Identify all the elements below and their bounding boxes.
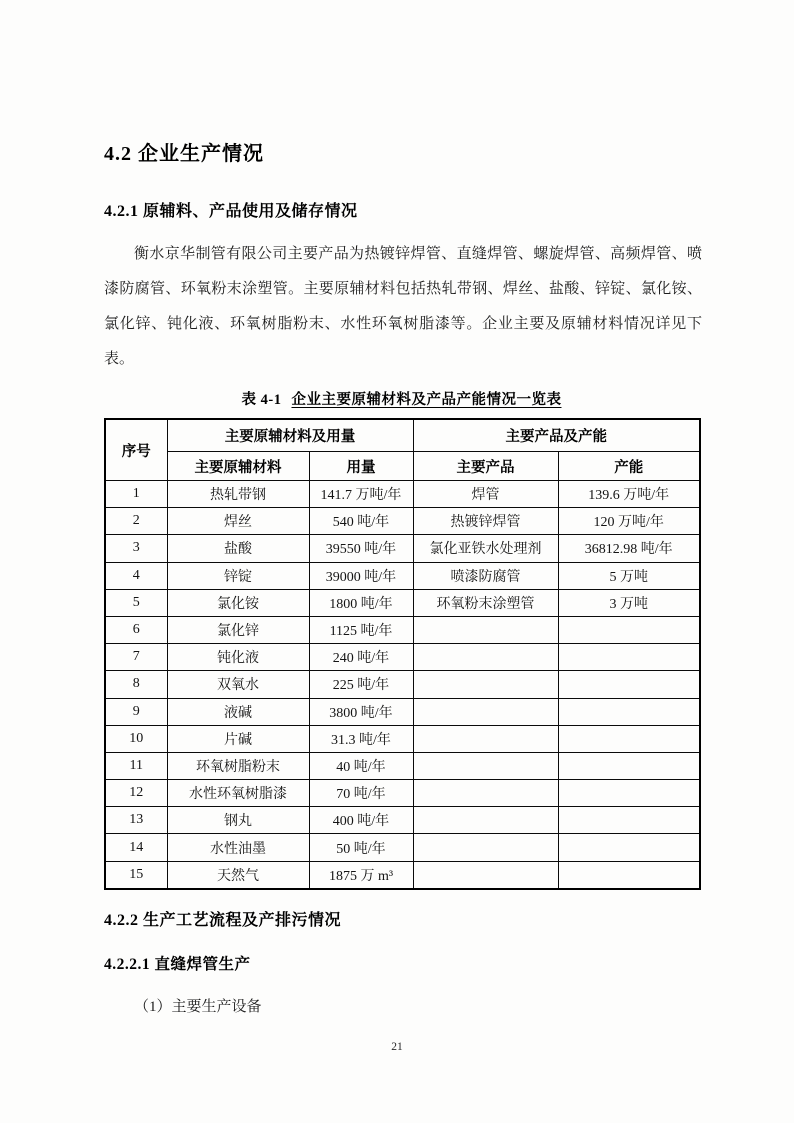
table-cell: 水性油墨 <box>167 834 309 861</box>
table-cell: 4 <box>105 562 167 589</box>
table-cell <box>558 644 700 671</box>
table-row <box>105 861 700 889</box>
table-cell: 环氧树脂粉末 <box>167 752 309 779</box>
table-cell: 10 <box>105 725 167 752</box>
table-caption-number: 表 4-1 <box>241 392 282 408</box>
col-header-capacity: 产能 <box>558 452 700 481</box>
table-row <box>105 725 700 752</box>
table-cell <box>558 861 700 889</box>
table-cell: 氯化锌 <box>167 616 309 643</box>
table-cell: 39550 吨/年 <box>309 535 413 562</box>
table-cell <box>558 616 700 643</box>
table-cell: 240 吨/年 <box>309 644 413 671</box>
table-caption <box>104 388 699 409</box>
list-item-1: （1）主要生产设备 <box>134 998 262 1015</box>
table-row <box>105 481 700 508</box>
table-cell: 70 吨/年 <box>309 780 413 807</box>
subsection-heading-4221: 4.2.2.1 直缝焊管生产 <box>104 955 251 973</box>
table-cell: 3800 吨/年 <box>309 698 413 725</box>
table-row <box>105 671 700 698</box>
table-cell: 120 万吨/年 <box>558 508 700 535</box>
table-row <box>105 698 700 725</box>
table-cell: 热轧带钢 <box>167 481 309 508</box>
table-cell <box>413 834 558 861</box>
table-cell: 13 <box>105 807 167 834</box>
table-cell: 喷漆防腐管 <box>413 562 558 589</box>
table-cell <box>413 725 558 752</box>
table-cell: 12 <box>105 780 167 807</box>
table-cell <box>413 752 558 779</box>
table-cell <box>413 671 558 698</box>
table-cell: 锌锭 <box>167 562 309 589</box>
table-cell <box>558 698 700 725</box>
table-cell <box>413 807 558 834</box>
col-header-usage: 用量 <box>309 452 413 481</box>
table-cell: 139.6 万吨/年 <box>558 481 700 508</box>
table-cell: 焊丝 <box>167 508 309 535</box>
table-cell: 14 <box>105 834 167 861</box>
table-cell <box>558 752 700 779</box>
table-cell: 3 <box>105 535 167 562</box>
intro-paragraph: 衡水京华制管有限公司主要产品为热镀锌焊管、直缝焊管、螺旋焊管、高频焊管、喷漆防腐管、环氧粉末涂塑管。主要原辅材料包括热轧带钢、焊丝、盐酸、锌锭、氯化铵、氯化锌、钝化液、环氧树脂粉末、水性环氧树脂漆等。企业主要及原辅材料情况详见下表。 <box>104 246 702 367</box>
table-cell: 水性环氧树脂漆 <box>167 780 309 807</box>
table-row <box>105 752 700 779</box>
table-cell <box>558 834 700 861</box>
table-row <box>105 589 700 616</box>
table-cell <box>413 644 558 671</box>
table-row <box>105 780 700 807</box>
table-cell: 钢丸 <box>167 807 309 834</box>
table-body <box>105 481 700 889</box>
table-cell: 225 吨/年 <box>309 671 413 698</box>
table-cell: 1125 吨/年 <box>309 616 413 643</box>
table-cell: 15 <box>105 861 167 889</box>
table-cell <box>413 616 558 643</box>
table-row <box>105 562 700 589</box>
table-cell <box>413 861 558 889</box>
table-caption-title: 企业主要原辅材料及产品产能情况一览表 <box>291 392 562 408</box>
table-cell: 11 <box>105 752 167 779</box>
col-header-product: 主要产品 <box>413 452 558 481</box>
table-cell: 50 吨/年 <box>309 834 413 861</box>
table-cell <box>558 725 700 752</box>
table-cell: 热镀锌焊管 <box>413 508 558 535</box>
table-cell: 液碱 <box>167 698 309 725</box>
table-cell: 39000 吨/年 <box>309 562 413 589</box>
table-cell: 氯化亚铁水处理剂 <box>413 535 558 562</box>
page-number: 21 <box>391 1041 403 1053</box>
table-cell: 5 万吨 <box>558 562 700 589</box>
table-cell: 400 吨/年 <box>309 807 413 834</box>
table-cell: 2 <box>105 508 167 535</box>
table-cell: 氯化铵 <box>167 589 309 616</box>
col-group-materials: 主要原辅材料及用量 <box>167 419 413 452</box>
table-cell: 1800 吨/年 <box>309 589 413 616</box>
col-header-material: 主要原辅材料 <box>167 452 309 481</box>
materials-products-table <box>104 418 701 890</box>
table-cell <box>558 807 700 834</box>
table-cell <box>558 671 700 698</box>
col-header-index: 序号 <box>105 419 167 481</box>
table-cell: 片碱 <box>167 725 309 752</box>
table-cell <box>413 698 558 725</box>
table-cell: 8 <box>105 671 167 698</box>
table-row <box>105 644 700 671</box>
table-row <box>105 834 700 861</box>
table-row <box>105 535 700 562</box>
subsection-heading-422: 4.2.2 生产工艺流程及产排污情况 <box>104 911 342 929</box>
table-cell: 盐酸 <box>167 535 309 562</box>
col-group-products: 主要产品及产能 <box>413 419 700 452</box>
table-cell: 31.3 吨/年 <box>309 725 413 752</box>
table-header-row-columns <box>105 452 700 481</box>
table-row <box>105 616 700 643</box>
table-cell: 环氧粉末涂塑管 <box>413 589 558 616</box>
table-cell: 钝化液 <box>167 644 309 671</box>
table-row <box>105 508 700 535</box>
subsection-heading-421: 4.2.1 原辅料、产品使用及储存情况 <box>104 203 358 220</box>
table-cell: 540 吨/年 <box>309 508 413 535</box>
table-cell: 焊管 <box>413 481 558 508</box>
table-cell: 141.7 万吨/年 <box>309 481 413 508</box>
table-cell: 9 <box>105 698 167 725</box>
table-cell: 双氧水 <box>167 671 309 698</box>
table-cell: 36812.98 吨/年 <box>558 535 700 562</box>
section-heading: 4.2 企业生产情况 <box>104 143 264 165</box>
table-cell <box>558 780 700 807</box>
table-row <box>105 807 700 834</box>
table-cell: 天然气 <box>167 861 309 889</box>
table-cell: 1 <box>105 481 167 508</box>
table-cell: 1875 万 m³ <box>309 861 413 889</box>
table-header-row-group <box>105 419 700 452</box>
table-cell: 7 <box>105 644 167 671</box>
table-cell: 5 <box>105 589 167 616</box>
table-cell <box>413 780 558 807</box>
table-cell: 40 吨/年 <box>309 752 413 779</box>
table-cell: 6 <box>105 616 167 643</box>
table-cell: 3 万吨 <box>558 589 700 616</box>
